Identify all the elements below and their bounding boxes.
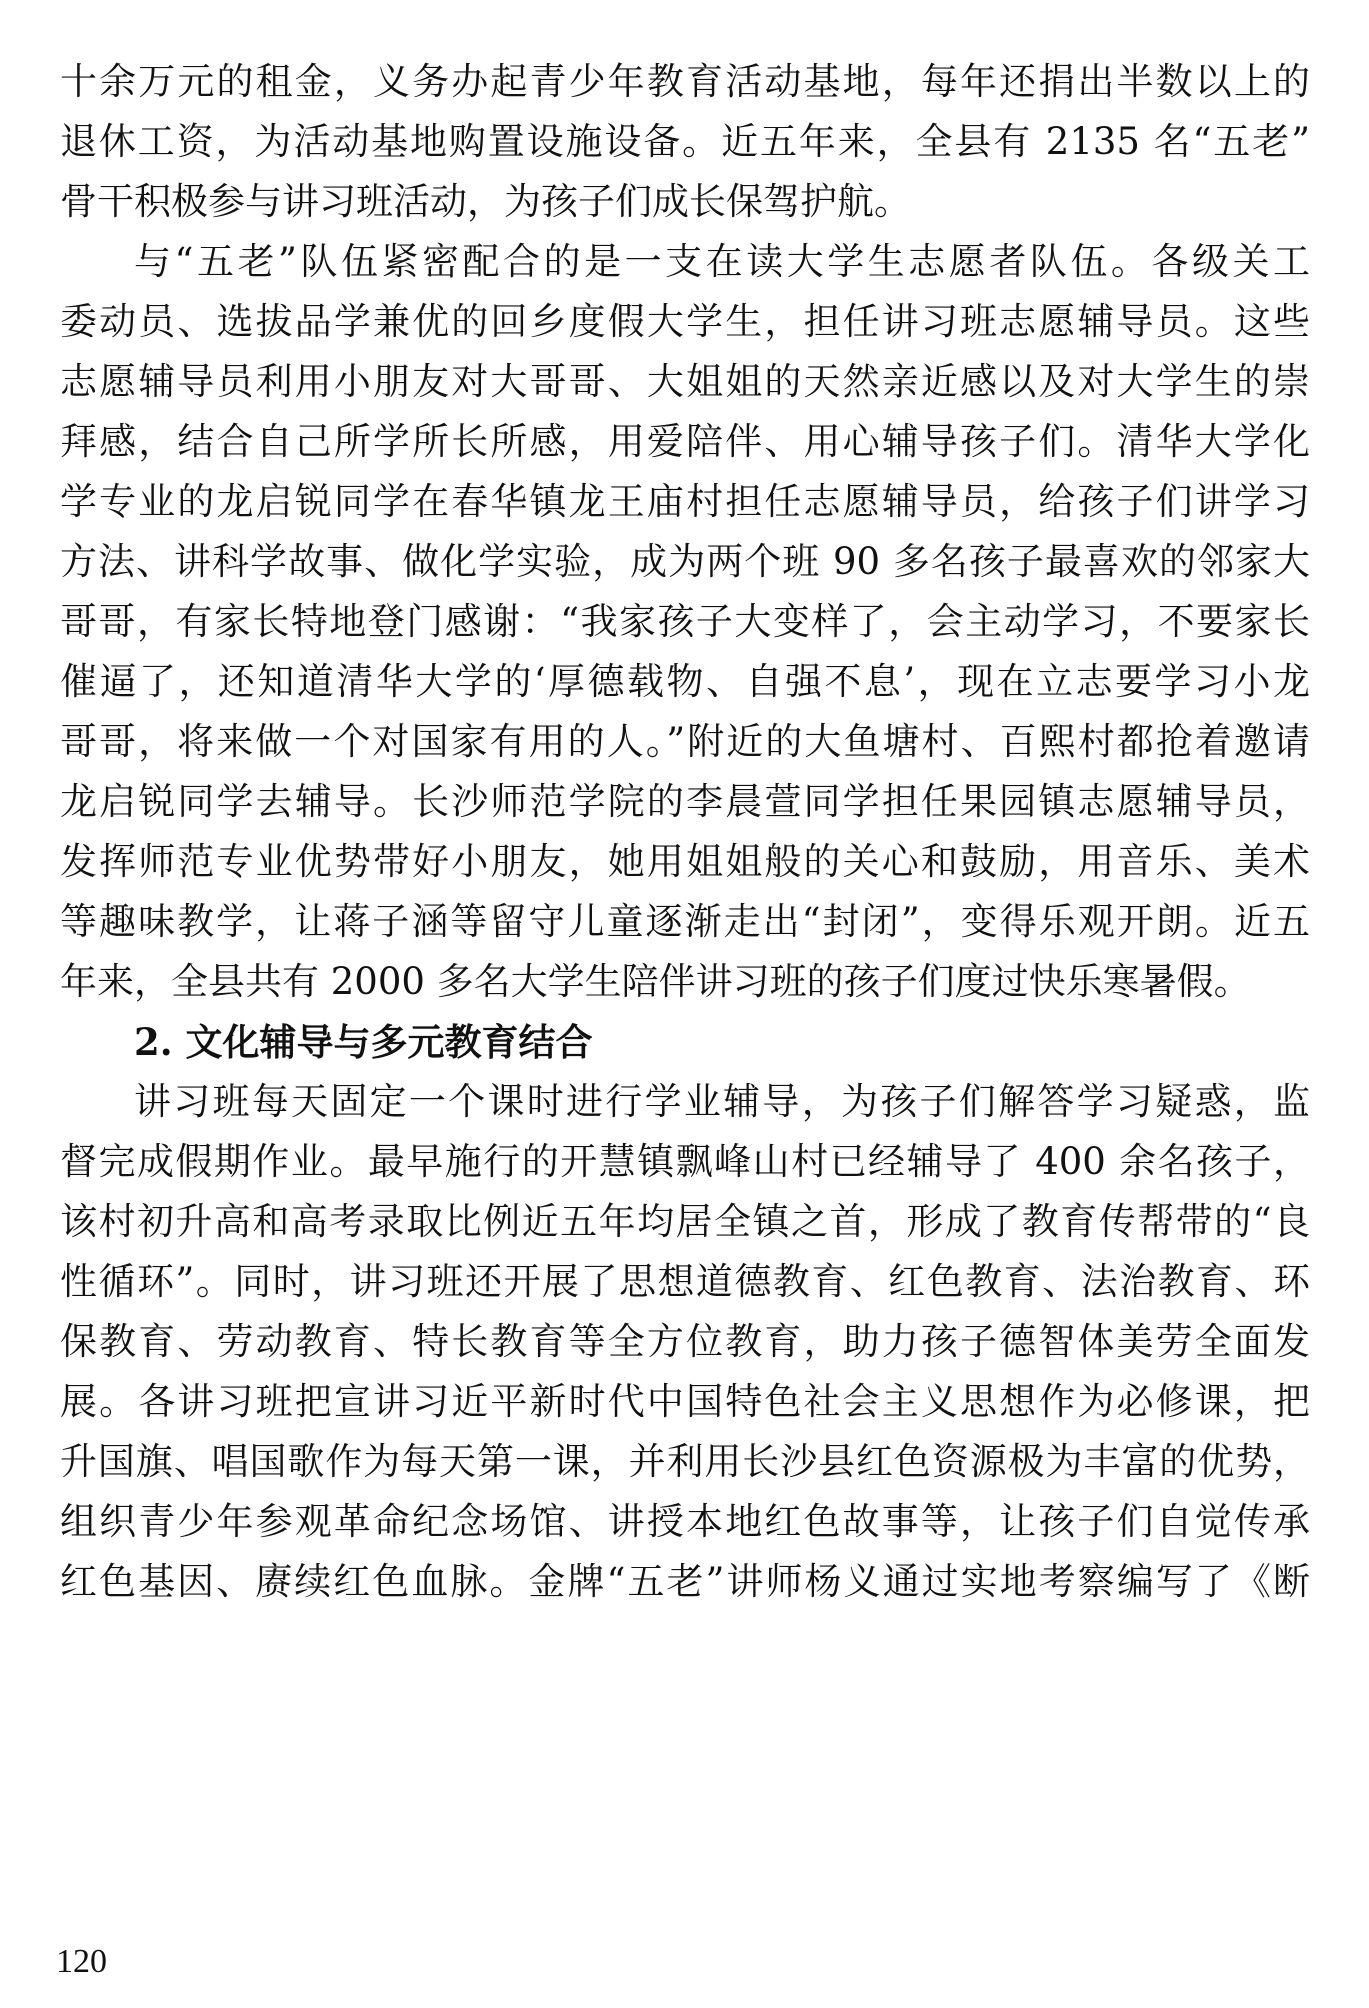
text-line: 退休工资，为活动基地购置设施设备。近五年来，全县有 2135 名“五老” [60, 120, 1310, 163]
text-line: 催逼了，还知道清华大学的‘厚德载物、自强不息’，现在立志要学习小龙 [60, 660, 1310, 703]
text-line: 哥哥，有家长特地登门感谢：“我家孩子大变样了，会主动学习，不要家长 [60, 600, 1310, 643]
text-line: 组织青少年参观革命纪念场馆、讲授本地红色故事等，让孩子们自觉传承 [60, 1500, 1310, 1543]
text-line: 该村初升高和高考录取比例近五年均居全镇之首，形成了教育传帮带的“良 [60, 1200, 1310, 1243]
text-line: 志愿辅导员利用小朋友对大哥哥、大姐姐的天然亲近感以及对大学生的崇 [60, 360, 1310, 403]
text-line: 十余万元的租金，义务办起青少年教育活动基地，每年还捐出半数以上的 [60, 60, 1310, 103]
text-line: 保教育、劳动教育、特长教育等全方位教育，助力孩子德智体美劳全面发 [60, 1320, 1310, 1363]
text-line: 展。各讲习班把宣讲习近平新时代中国特色社会主义思想作为必修课，把 [60, 1380, 1310, 1423]
text-line: 督完成假期作业。最早施行的开慧镇飘峰山村已经辅导了 400 余名孩子， [60, 1140, 1310, 1183]
text-line: 委动员、选拔品学兼优的回乡度假大学生，担任讲习班志愿辅导员。这些 [60, 300, 1310, 343]
page-number: 120 [56, 1943, 107, 1980]
text-line: 拜感，结合自己所学所长所感，用爱陪伴、用心辅导孩子们。清华大学化 [60, 420, 1310, 463]
text-line: 年来，全县共有 2000 多名大学生陪伴讲习班的孩子们度过快乐寒暑假。 [60, 960, 1251, 1003]
section-heading: 2. 文化辅导与多元教育结合 [134, 1020, 593, 1064]
text-line: 性循环”。同时，讲习班还开展了思想道德教育、红色教育、法治教育、环 [60, 1260, 1310, 1303]
text-line: 与“五老”队伍紧密配合的是一支在读大学生志愿者队伍。各级关工 [134, 240, 1310, 283]
text-line: 龙启锐同学去辅导。长沙师范学院的李晨萱同学担任果园镇志愿辅导员， [60, 780, 1310, 823]
text-line: 骨干积极参与讲习班活动，为孩子们成长保驾护航。 [60, 180, 911, 223]
text-line: 升国旗、唱国歌作为每天第一课，并利用长沙县红色资源极为丰富的优势， [60, 1440, 1310, 1483]
text-line: 哥哥，将来做一个对国家有用的人。”附近的大鱼塘村、百熙村都抢着邀请 [60, 720, 1310, 763]
text-line: 等趣味教学，让蒋子涵等留守儿童逐渐走出“封闭”，变得乐观开朗。近五 [60, 900, 1310, 943]
text-line: 发挥师范专业优势带好小朋友，她用姐姐般的关心和鼓励，用音乐、美术 [60, 840, 1310, 883]
text-line: 讲习班每天固定一个课时进行学业辅导，为孩子们解答学习疑惑，监 [134, 1080, 1310, 1123]
text-line: 红色基因、赓续红色血脉。金牌“五老”讲师杨义通过实地考察编写了《断 [60, 1560, 1310, 1603]
text-line: 学专业的龙启锐同学在春华镇龙王庙村担任志愿辅导员，给孩子们讲学习 [60, 480, 1310, 523]
text-line: 方法、讲科学故事、做化学实验，成为两个班 90 多名孩子最喜欢的邻家大 [60, 540, 1310, 583]
